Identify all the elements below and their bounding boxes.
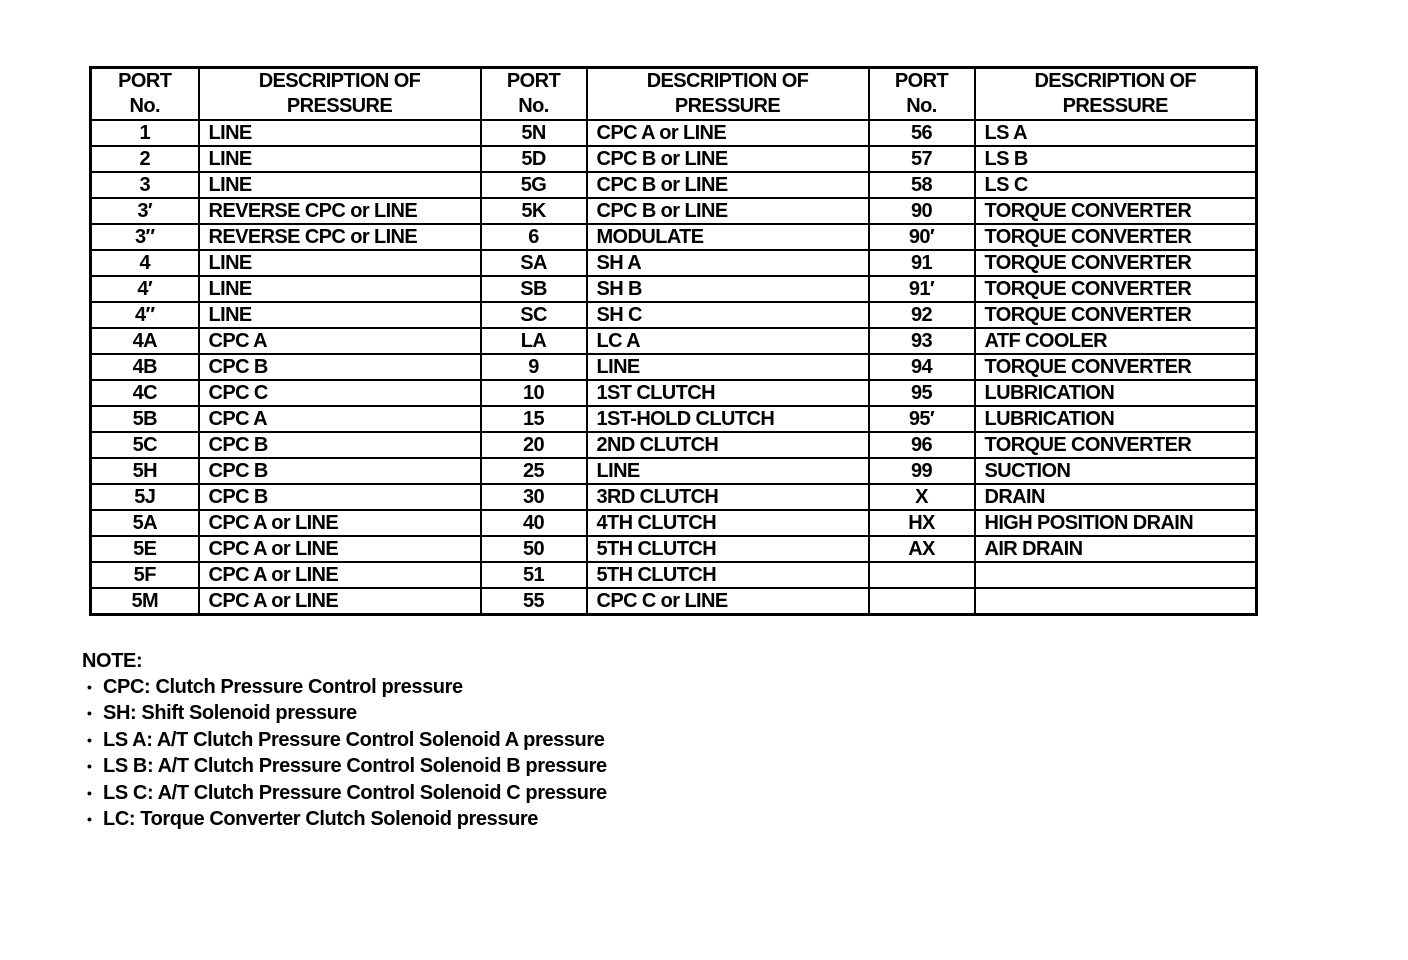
bullet-icon: • <box>87 758 92 775</box>
pressure-description-cell: LINE <box>199 302 481 328</box>
port-number-cell: 57 <box>869 146 975 172</box>
port-number-cell: HX <box>869 510 975 536</box>
pressure-description-cell: TORQUE CONVERTER <box>975 432 1257 458</box>
bullet-icon: • <box>87 731 92 748</box>
pressure-description-cell: LC A <box>587 328 869 354</box>
port-number-cell: 40 <box>481 510 587 536</box>
table-row <box>91 276 1257 302</box>
port-number-cell: 91 <box>869 250 975 276</box>
port-number-cell: 93 <box>869 328 975 354</box>
pressure-description-cell: 2ND CLUTCH <box>587 432 869 458</box>
port-number-cell: 5C <box>91 432 199 458</box>
port-number-cell: 4 <box>91 250 199 276</box>
port-number-cell: 5N <box>481 120 587 146</box>
pressure-description-cell: HIGH POSITION DRAIN <box>975 510 1257 536</box>
port-number-cell: 5E <box>91 536 199 562</box>
bullet-icon: • <box>87 679 92 695</box>
pressure-description-cell: AIR DRAIN <box>975 536 1257 562</box>
pressure-description-cell <box>975 562 1257 588</box>
table-row <box>91 146 1257 172</box>
note-item <box>82 674 607 700</box>
port-number-cell: 99 <box>869 458 975 484</box>
port-number-cell: 3′ <box>91 198 199 224</box>
table-row <box>91 198 1257 224</box>
note-item <box>82 700 607 726</box>
pressure-description-cell: CPC B or LINE <box>587 146 869 172</box>
pressure-description-cell: 3RD CLUTCH <box>587 484 869 510</box>
header-description: DESCRIPTION OF PRESSURE <box>587 68 869 121</box>
port-number-cell: 10 <box>481 380 587 406</box>
port-number-cell: LA <box>481 328 587 354</box>
table-row <box>91 484 1257 510</box>
port-number-cell: 91′ <box>869 276 975 302</box>
pressure-description-cell: CPC A or LINE <box>199 510 481 536</box>
notes-list <box>82 674 607 832</box>
port-number-cell: 1 <box>91 120 199 146</box>
port-number-cell <box>869 588 975 615</box>
pressure-description-cell: CPC B or LINE <box>587 172 869 198</box>
pressure-description-cell: CPC B <box>199 432 481 458</box>
pressure-description-cell: CPC A <box>199 406 481 432</box>
note-item <box>82 780 607 806</box>
table-row <box>91 510 1257 536</box>
bullet-icon: • <box>87 705 92 722</box>
notes-section <box>82 648 607 832</box>
port-number-cell: 3″ <box>91 224 199 250</box>
port-number-cell: 90′ <box>869 224 975 250</box>
pressure-description-cell: CPC A or LINE <box>199 562 481 588</box>
note-text: LS A: A/T Clutch Pressure Control Solenoid A pressure <box>103 728 605 751</box>
table-row <box>91 536 1257 562</box>
table-row <box>91 406 1257 432</box>
port-number-cell: 20 <box>481 432 587 458</box>
pressure-description-cell <box>975 588 1257 615</box>
pressure-description-cell: SH A <box>587 250 869 276</box>
note-text: LS C: A/T Clutch Pressure Control Solenoid C pressure <box>103 781 607 804</box>
pressure-description-cell: TORQUE CONVERTER <box>975 224 1257 250</box>
pressure-description-cell: LINE <box>199 250 481 276</box>
pressure-description-cell: CPC B <box>199 354 481 380</box>
port-number-cell: 96 <box>869 432 975 458</box>
header-port-no: PORT No. <box>91 68 199 121</box>
port-number-cell: 90 <box>869 198 975 224</box>
port-number-cell: 94 <box>869 354 975 380</box>
note-text: LC: Torque Converter Clutch Solenoid pressure <box>103 808 539 831</box>
port-number-cell: 95′ <box>869 406 975 432</box>
port-number-cell: 2 <box>91 146 199 172</box>
table-row <box>91 458 1257 484</box>
pressure-description-cell: TORQUE CONVERTER <box>975 276 1257 302</box>
pressure-description-cell: CPC B or LINE <box>587 198 869 224</box>
table-row <box>91 588 1257 615</box>
note-text: SH: Shift Solenoid pressure <box>103 702 357 725</box>
port-number-cell <box>869 562 975 588</box>
table-body <box>91 120 1257 615</box>
pressure-description-cell: LS C <box>975 172 1257 198</box>
pressure-description-cell: CPC A or LINE <box>587 120 869 146</box>
port-number-cell: 5A <box>91 510 199 536</box>
port-number-cell: 4″ <box>91 302 199 328</box>
pressure-description-cell: LS A <box>975 120 1257 146</box>
port-number-cell: 5D <box>481 146 587 172</box>
note-text: CPC: Clutch Pressure Control pressure <box>103 676 463 698</box>
pressure-description-cell: CPC B <box>199 458 481 484</box>
pressure-description-cell: CPC C <box>199 380 481 406</box>
bullet-icon: • <box>87 784 92 801</box>
pressure-description-cell: 5TH CLUTCH <box>587 562 869 588</box>
table-row <box>91 354 1257 380</box>
port-number-cell: 5K <box>481 198 587 224</box>
port-number-cell: 4B <box>91 354 199 380</box>
pressure-description-cell: TORQUE CONVERTER <box>975 354 1257 380</box>
header-port-no: PORT No. <box>481 68 587 121</box>
header-description: DESCRIPTION OF PRESSURE <box>975 68 1257 121</box>
pressure-description-cell: LINE <box>199 120 481 146</box>
pressure-description-cell: SH B <box>587 276 869 302</box>
note-item <box>82 727 607 753</box>
bullet-icon: • <box>87 811 92 828</box>
note-text: LS B: A/T Clutch Pressure Control Solenoid B pressure <box>103 755 607 778</box>
pressure-description-cell: CPC A or LINE <box>199 588 481 615</box>
pressure-description-cell: LINE <box>199 276 481 302</box>
pressure-description-cell: LUBRICATION <box>975 406 1257 432</box>
pressure-description-cell: LUBRICATION <box>975 380 1257 406</box>
port-number-cell: 3 <box>91 172 199 198</box>
pressure-description-cell: SUCTION <box>975 458 1257 484</box>
pressure-description-cell: CPC A <box>199 328 481 354</box>
port-number-cell: 4′ <box>91 276 199 302</box>
pressure-description-cell: TORQUE CONVERTER <box>975 302 1257 328</box>
pressure-description-cell: DRAIN <box>975 484 1257 510</box>
port-number-cell: 5F <box>91 562 199 588</box>
pressure-description-cell: SH C <box>587 302 869 328</box>
table-row <box>91 328 1257 354</box>
pressure-description-cell: LINE <box>587 458 869 484</box>
port-number-cell: 92 <box>869 302 975 328</box>
port-number-cell: 5H <box>91 458 199 484</box>
port-number-cell: 50 <box>481 536 587 562</box>
pressure-description-cell: CPC C or LINE <box>587 588 869 615</box>
header-port-no: PORT No. <box>869 68 975 121</box>
port-number-cell: 5G <box>481 172 587 198</box>
pressure-description-cell: REVERSE CPC or LINE <box>199 224 481 250</box>
pressure-description-cell: TORQUE CONVERTER <box>975 198 1257 224</box>
port-number-cell: 5J <box>91 484 199 510</box>
table-header-row <box>91 68 1257 121</box>
pressure-description-cell: LS B <box>975 146 1257 172</box>
port-number-cell: 5M <box>91 588 199 615</box>
pressure-description-cell: 1ST CLUTCH <box>587 380 869 406</box>
port-number-cell: SB <box>481 276 587 302</box>
header-description: DESCRIPTION OF PRESSURE <box>199 68 481 121</box>
port-number-cell: 25 <box>481 458 587 484</box>
port-number-cell: 95 <box>869 380 975 406</box>
pressure-description-cell: TORQUE CONVERTER <box>975 250 1257 276</box>
table-row <box>91 302 1257 328</box>
notes-title: NOTE: <box>82 650 143 672</box>
port-number-cell: 30 <box>481 484 587 510</box>
port-number-cell: SC <box>481 302 587 328</box>
pressure-description-cell: LINE <box>199 172 481 198</box>
pressure-description-cell: 5TH CLUTCH <box>587 536 869 562</box>
port-number-cell: 51 <box>481 562 587 588</box>
port-number-cell: 9 <box>481 354 587 380</box>
pressure-description-cell: CPC B <box>199 484 481 510</box>
table-row <box>91 172 1257 198</box>
table-row <box>91 380 1257 406</box>
port-number-cell: SA <box>481 250 587 276</box>
note-item <box>82 753 607 779</box>
port-number-cell: 6 <box>481 224 587 250</box>
port-number-cell: 4C <box>91 380 199 406</box>
pressure-description-cell: REVERSE CPC or LINE <box>199 198 481 224</box>
note-item <box>82 806 607 832</box>
port-number-cell: 15 <box>481 406 587 432</box>
pressure-description-cell: LINE <box>587 354 869 380</box>
pressure-description-cell: LINE <box>199 146 481 172</box>
table-row <box>91 224 1257 250</box>
table-row <box>91 562 1257 588</box>
port-number-cell: 55 <box>481 588 587 615</box>
port-number-cell: 58 <box>869 172 975 198</box>
port-pressure-table <box>89 66 1258 616</box>
table-row <box>91 120 1257 146</box>
port-number-cell: AX <box>869 536 975 562</box>
pressure-description-cell: ATF COOLER <box>975 328 1257 354</box>
pressure-description-cell: MODULATE <box>587 224 869 250</box>
table-row <box>91 432 1257 458</box>
pressure-description-cell: 4TH CLUTCH <box>587 510 869 536</box>
port-number-cell: X <box>869 484 975 510</box>
port-number-cell: 56 <box>869 120 975 146</box>
pressure-description-cell: 1ST-HOLD CLUTCH <box>587 406 869 432</box>
table-row <box>91 250 1257 276</box>
pressure-description-cell: CPC A or LINE <box>199 536 481 562</box>
port-number-cell: 5B <box>91 406 199 432</box>
port-number-cell: 4A <box>91 328 199 354</box>
